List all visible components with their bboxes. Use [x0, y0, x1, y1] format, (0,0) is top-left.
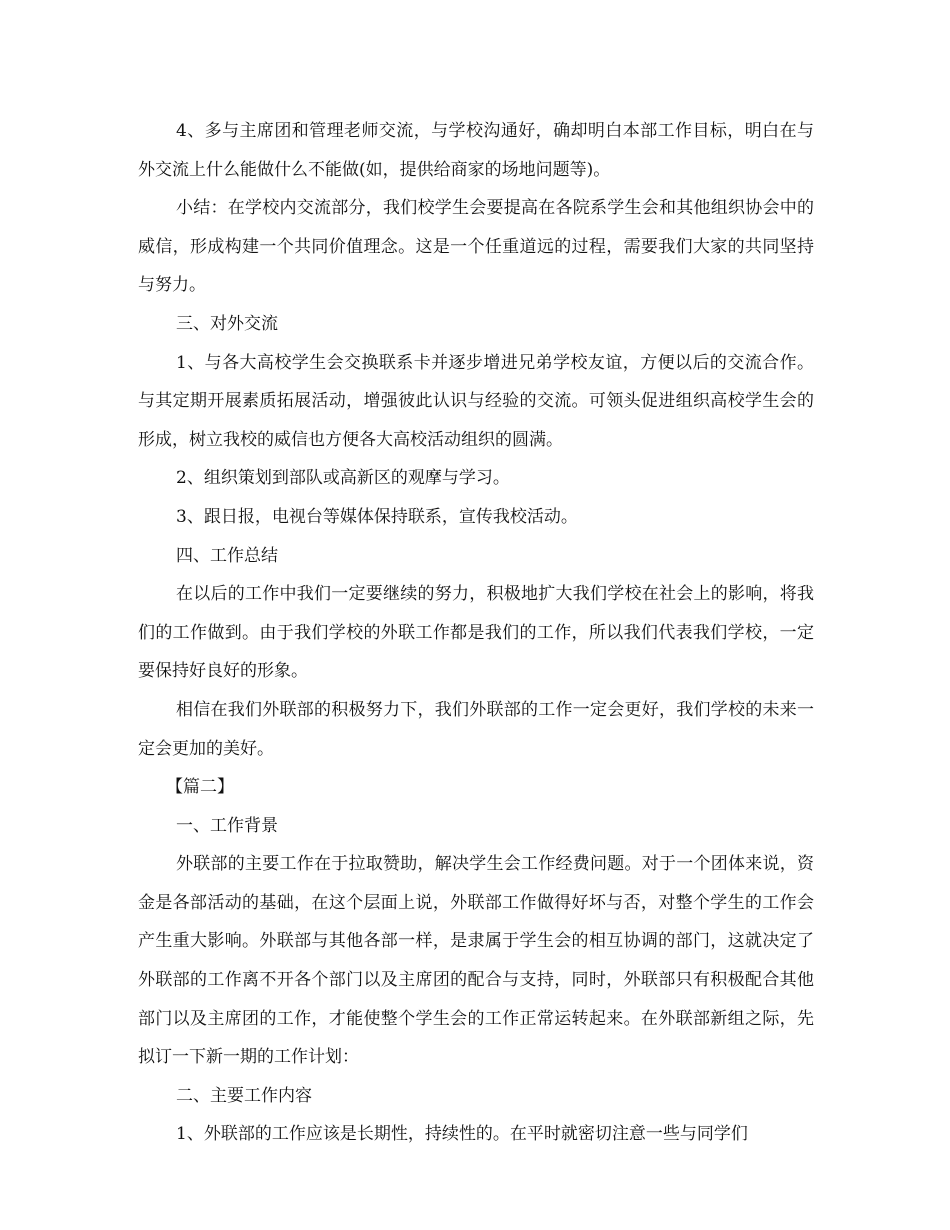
paragraph-summary: 小结：在学校内交流部分，我们校学生会要提高在各院系学生会和其他组织协会中的威信，形成构建一个共同价值理念。这是一个任重道远的过程，需要我们大家的共同坚持与努力。: [138, 198, 814, 296]
heading-main-work: 二、主要工作内容: [176, 1085, 312, 1106]
paragraph-item-1: 1、与各大高校学生会交换联系卡并逐步增进兄弟学校友谊，方便以后的交流合作。与其定期开展素质拓展活动，增强彼此认识与经验的交流。可领头促进组织高校学生会的形成，树立我校的威信也方便各大高校活动组织的圆满。: [138, 352, 814, 450]
paragraph-item-3: 3、跟日报，电视台等媒体保持联系，宣传我校活动。: [176, 506, 578, 527]
paragraph-background: 外联部的主要工作在于拉取赞助，解决学生会工作经费问题。对于一个团体来说，资金是各部活动的基础，在这个层面上说，外联部工作做得好坏与否，对整个学生的工作会产生重大影响。外联部与其他各部一样，是隶属于学生会的相互协调的部门，这就决定了外联部的工作离不开各个部门以及主席团的配合与支持，同时，外联部只有积极配合其他部门以及主席团的工作，才能使整个学生会的工作正常运转起来。在外联部新组之际，先拟订一下新一期的工作计划：: [138, 854, 814, 1068]
paragraph-future-work: 在以后的工作中我们一定要继续的努力，积极地扩大我们学校在社会上的影响，将我们的工作做到。由于我们学校的外联工作都是我们的工作，所以我们代表我们学校，一定要保持好良好的形象。: [138, 584, 814, 682]
section-marker: 【篇二】: [166, 777, 234, 798]
paragraph-item-4: 4、多与主席团和管理老师交流，与学校沟通好，确却明白本部工作目标，明白在与外交流上什么能做什么不能做(如，提供给商家的场地问题等)。: [138, 121, 814, 180]
paragraph-main-work-1: 1、外联部的工作应该是长期性，持续性的。在平时就密切注意一些与同学们: [176, 1124, 748, 1145]
paragraph-belief: 相信在我们外联部的积极努力下，我们外联部的工作一定会更好，我们学校的未来一定会更加的美好。: [138, 699, 814, 759]
heading-work-summary: 四、工作总结: [176, 545, 278, 566]
heading-work-background: 一、工作背景: [176, 815, 278, 836]
heading-external-exchange: 三、对外交流: [176, 313, 278, 334]
document-body: [138, 112, 814, 1154]
paragraph-item-2: 2、组织策划到部队或高新区的观摩与学习。: [176, 468, 510, 489]
